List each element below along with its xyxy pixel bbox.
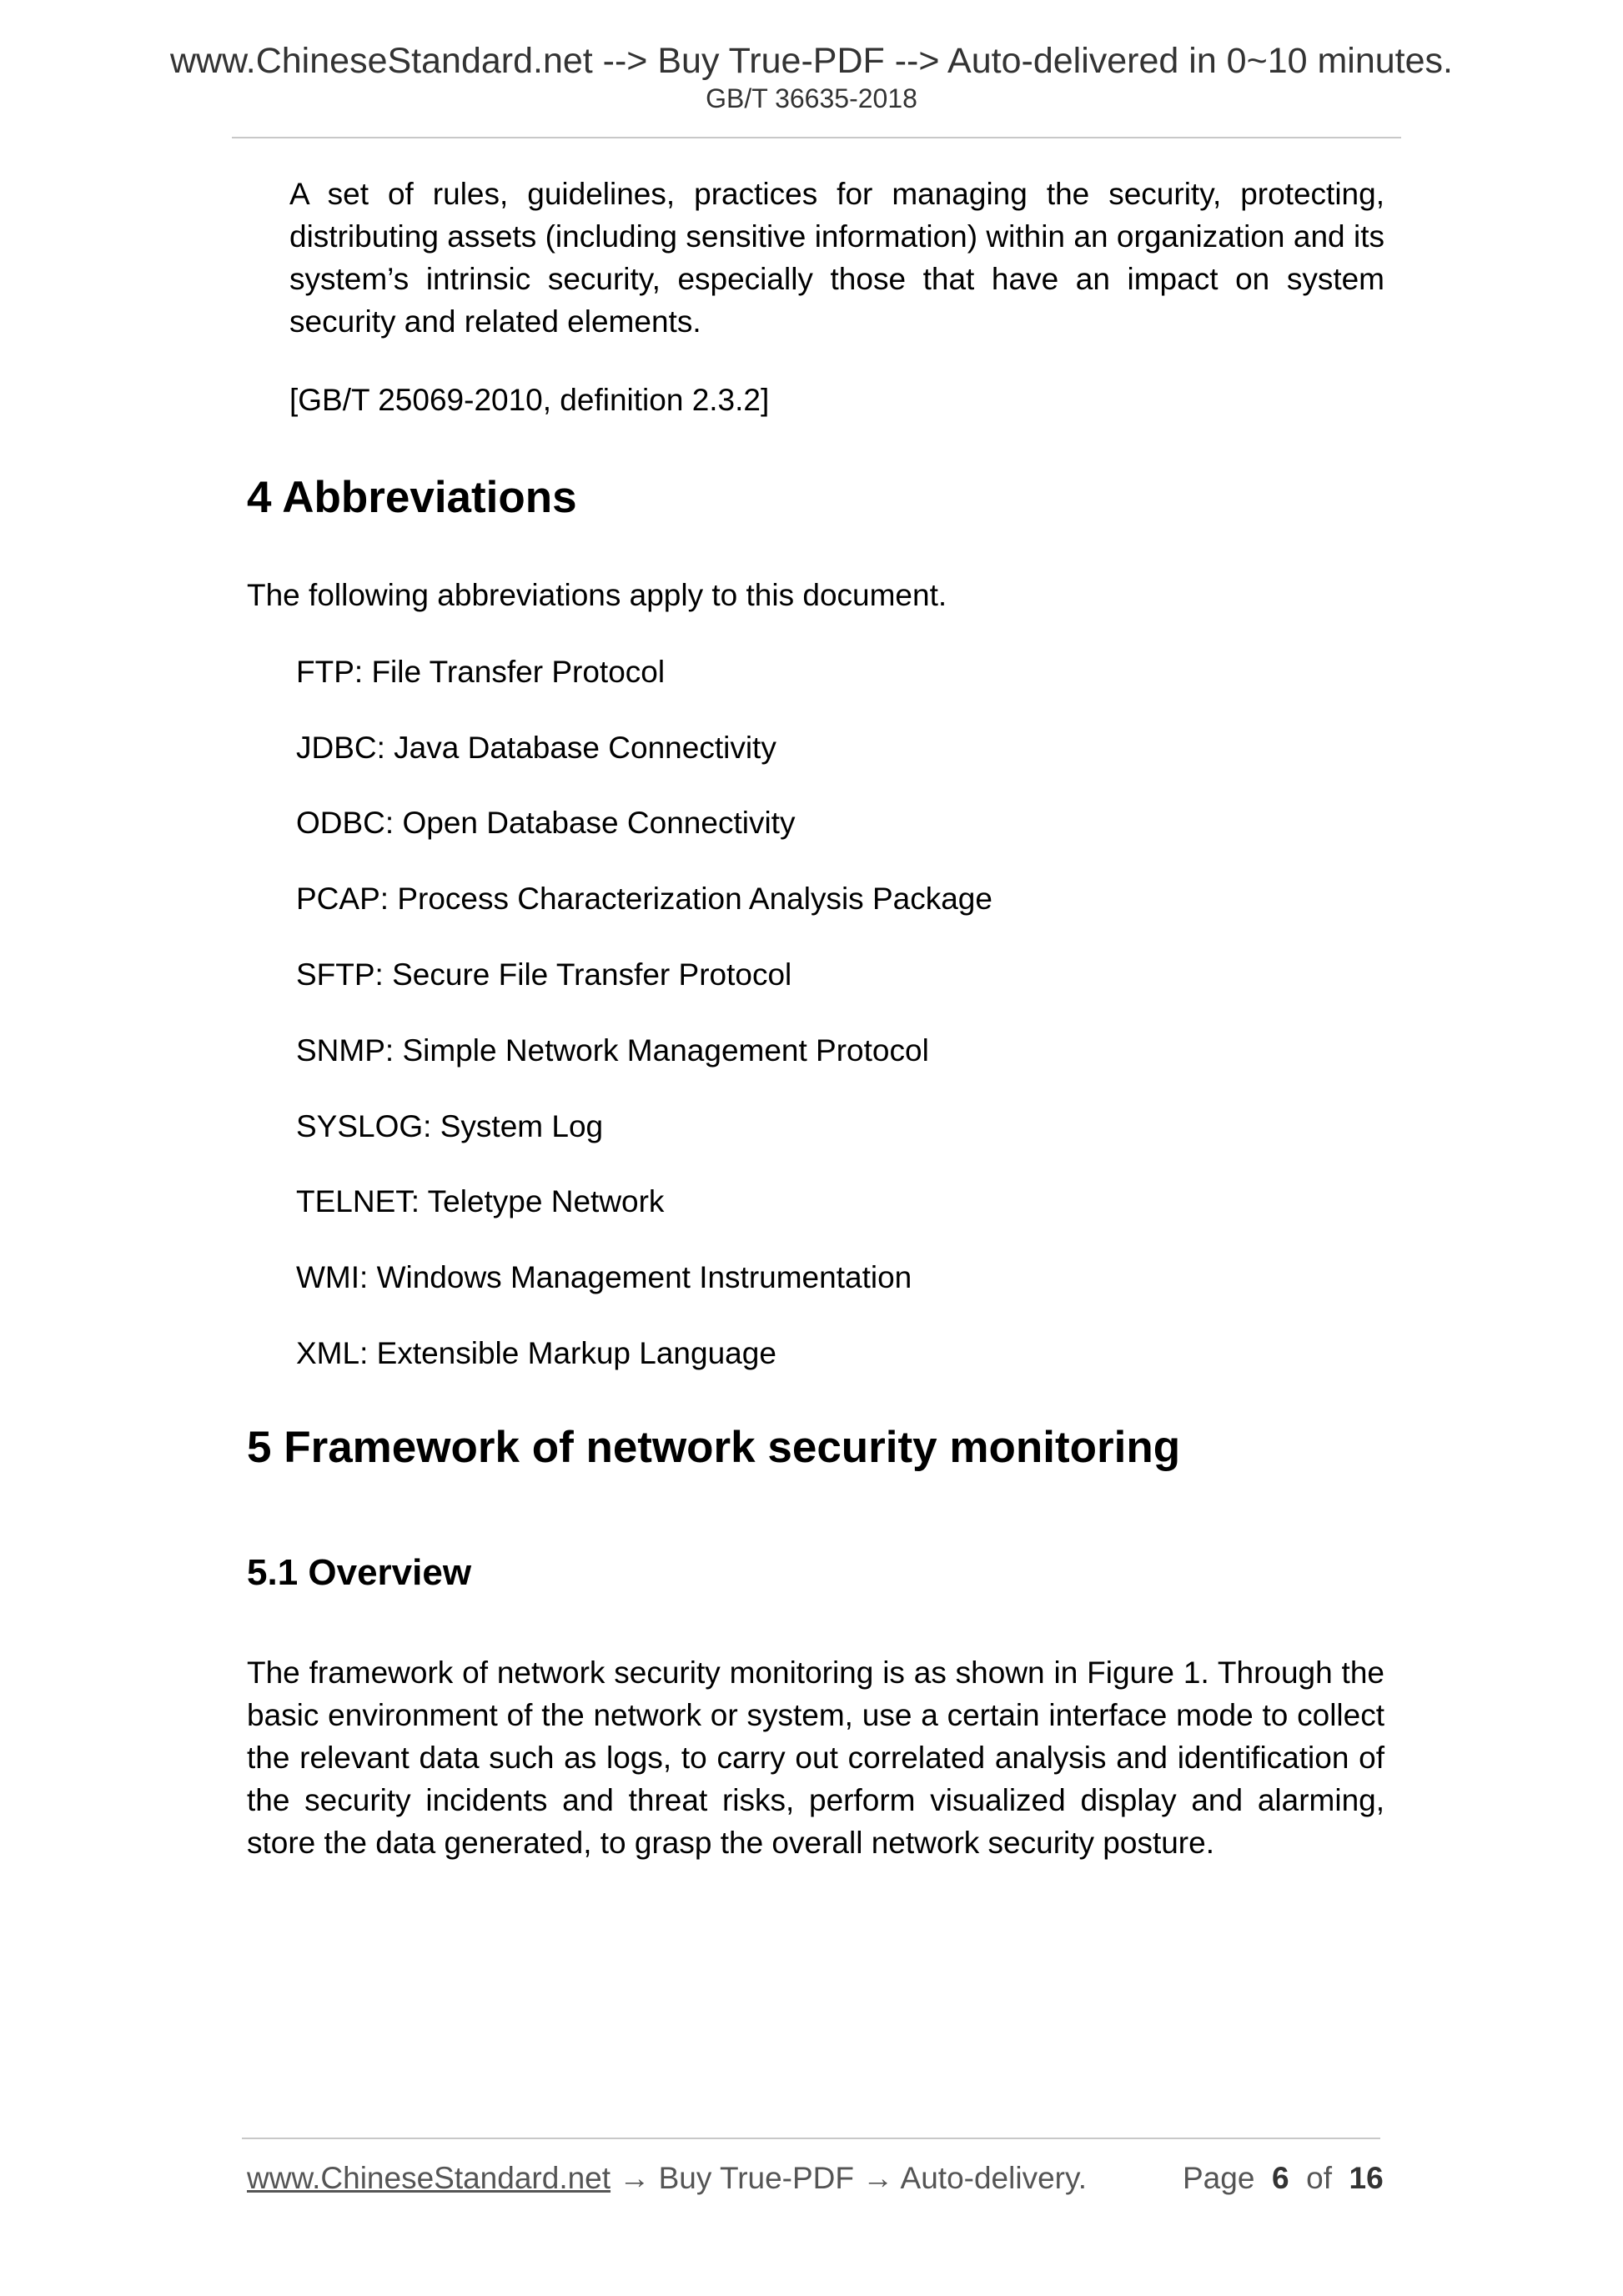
header-divider [232,137,1401,138]
abbreviation-item: SYSLOG: System Log [296,1109,604,1143]
abbreviation-item: PCAP: Process Characterization Analysis Package [296,882,992,916]
footer-buy-text: Buy True-PDF [658,2161,855,2195]
abbreviation-item: SFTP: Secure File Transfer Protocol [296,957,792,992]
abbreviation-item: XML: Extensible Markup Language [296,1336,776,1370]
standard-code: GB/T 36635-2018 [706,83,917,113]
footer-delivery-text: Auto-delivery. [900,2161,1088,2195]
page-label: Page [1183,2161,1255,2195]
arrow-right-icon: → [862,2161,894,2195]
footer-links [247,2163,1087,2193]
arrow-right-icon: → [619,2161,651,2195]
page-number: 6 [1271,2161,1289,2195]
footer-divider [242,2138,1380,2139]
total-pages: 16 [1349,2161,1384,2195]
overview-text: The framework of network security monitoring is as shown in Figure 1. Through the basic environment of the network or system, use a certain interface mode to collect the relevant data such as logs, to carry out correlated analysis and identification of the security incidents and threat risks, perform visualized display and alarming, store the data generated, to grasp the overall network security posture. [247,1655,1384,1860]
page-indicator [1183,2163,1384,2193]
footer-site-link[interactable]: www.ChineseStandard.net [247,2161,611,2195]
section-5-1-title: 5.1 Overview [247,1552,472,1593]
definition-text: A set of rules, guidelines, practices for managing the security, protecting, distributing assets (including sensitive information) within an organization and its system’s intrinsic security, especially those that have an impact on system security and related elements. [289,177,1384,339]
section-4-title: 4 Abbreviations [247,473,577,522]
abbreviation-item: SNMP: Simple Network Management Protocol [296,1033,929,1068]
section-4-intro: The following abbreviations apply to this document. [247,578,947,612]
abbreviation-item: FTP: File Transfer Protocol [296,655,666,689]
header-banner: www.ChineseStandard.net --> Buy True-PDF --> Auto-delivered in 0~10 minutes. [169,41,1453,81]
abbreviation-item: TELNET: Teletype Network [296,1184,665,1218]
section-5-title: 5 Framework of network security monitoring [247,1423,1181,1472]
abbreviation-item: ODBC: Open Database Connectivity [296,806,796,840]
of-label: of [1306,2161,1332,2195]
abbreviation-item: WMI: Windows Management Instrumentation [296,1260,912,1294]
abbreviation-item: JDBC: Java Database Connectivity [296,731,776,765]
definition-source: [GB/T 25069-2010, definition 2.3.2] [289,383,770,417]
